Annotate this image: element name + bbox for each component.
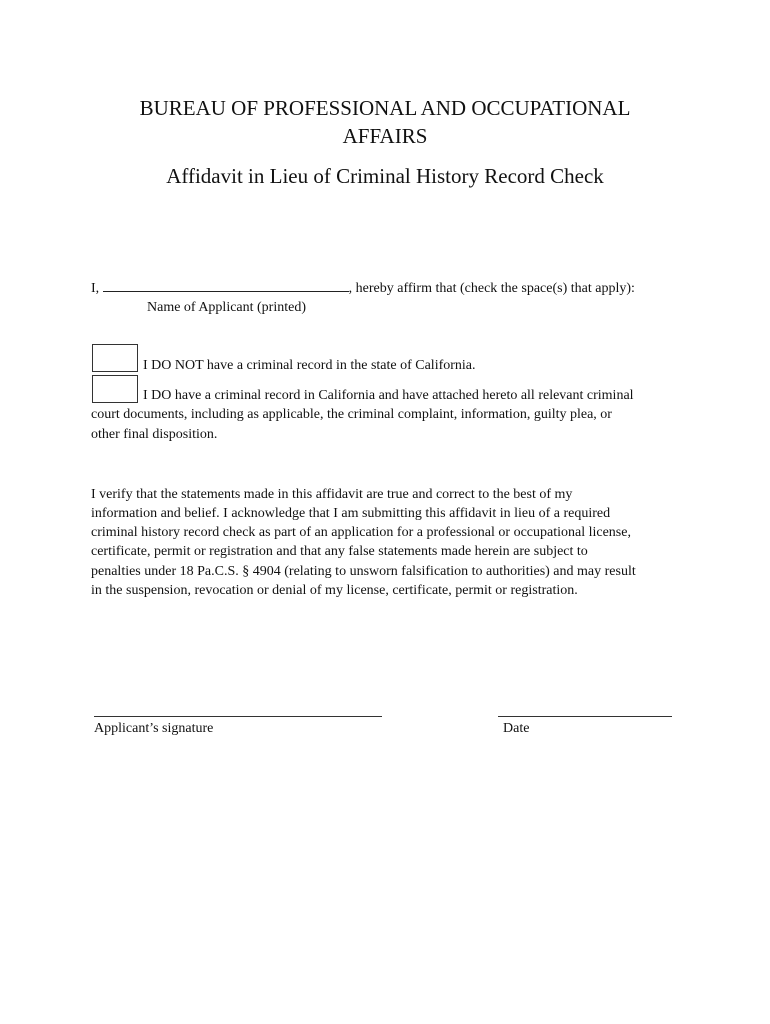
title-line-2: AFFAIRS <box>342 124 428 148</box>
no-record-checkbox[interactable] <box>92 344 138 372</box>
no-record-label: I DO NOT have a criminal record in the state of California. <box>143 358 476 373</box>
has-record-label-line-1: I DO have a criminal record in California and have attached hereto all relevant criminal <box>143 388 634 403</box>
has-record-label-line-3: other final disposition. <box>91 427 218 442</box>
affirm-suffix: , hereby affirm that (check the space(s) that apply): <box>348 281 635 296</box>
affirm-prefix: I, <box>91 281 100 296</box>
affirm-line <box>91 279 635 299</box>
name-caption: Name of Applicant (printed) <box>147 300 307 315</box>
has-record-checkbox[interactable] <box>92 375 138 403</box>
title-line-1: BUREAU OF PROFESSIONAL AND OCCUPATIONAL <box>139 96 631 120</box>
verification-line-6: in the suspension, revocation or denial of my license, certificate, permit or registration. <box>91 583 578 598</box>
signature-line[interactable] <box>94 716 382 717</box>
verification-line-3: criminal history record check as part of an application for a professional or occupational license, <box>91 525 631 540</box>
signature-label: Applicant’s signature <box>94 721 214 736</box>
form-subtitle: Affidavit in Lieu of Criminal History Record Check <box>166 164 604 188</box>
verification-line-4: certificate, permit or registration and that any false statements made herein are subject to <box>91 544 588 559</box>
applicant-name-field[interactable] <box>103 279 349 292</box>
verification-line-5: penalties under 18 Pa.C.S. § 4904 (relating to unsworn falsification to authorities) and may result <box>91 564 636 579</box>
has-record-label-line-2: court documents, including as applicable, the criminal complaint, information, guilty plea, or <box>91 407 612 422</box>
date-label: Date <box>503 721 530 736</box>
date-line[interactable] <box>498 716 672 717</box>
verification-line-1: I verify that the statements made in this affidavit are true and correct to the best of my <box>91 487 573 502</box>
verification-line-2: information and belief. I acknowledge that I am submitting this affidavit in lieu of a required <box>91 506 611 521</box>
